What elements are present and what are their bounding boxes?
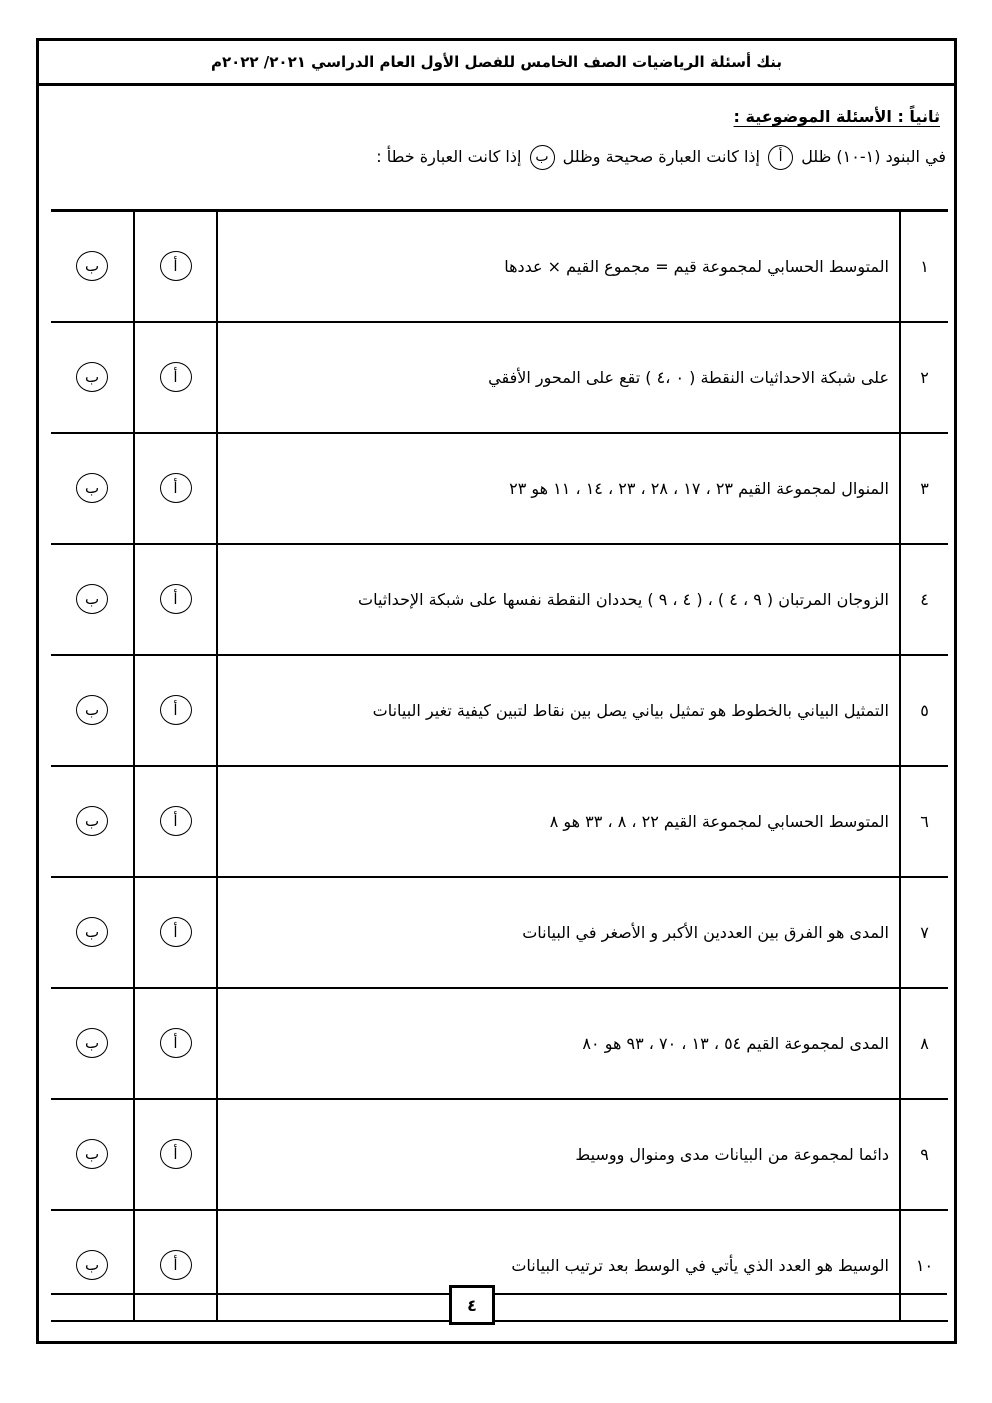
question-text: التمثيل البياني بالخطوط هو تمثيل بياني يصل بين نقاط لتبين كيفية تغير البيانات: [217, 655, 900, 766]
question-row: [51, 766, 948, 877]
question-number: ٨: [900, 988, 948, 1099]
instruction-circle-a: أ: [768, 145, 793, 170]
answer-bubble-a[interactable]: أ: [160, 1139, 192, 1169]
question-number: ٣: [900, 433, 948, 544]
question-text: الوسيط هو العدد الذي يأتي في الوسط بعد ترتيب البيانات: [217, 1210, 900, 1321]
answer-bubble-a[interactable]: أ: [160, 473, 192, 503]
question-text: دائما لمجموعة من البيانات مدى ومنوال ووسيط: [217, 1099, 900, 1210]
question-number: ٤: [900, 544, 948, 655]
answer-bubble-b[interactable]: ب: [76, 584, 108, 614]
question-row: [51, 1210, 948, 1321]
answer-bubble-b[interactable]: ب: [76, 806, 108, 836]
page-header: [39, 41, 954, 86]
option-cell-a: [134, 433, 217, 544]
questions-table: [51, 209, 948, 1322]
answer-bubble-b[interactable]: ب: [76, 1139, 108, 1169]
instructions: [246, 145, 946, 170]
section-title: ثانياً : الأسئلة الموضوعية :: [733, 107, 940, 126]
answer-bubble-b[interactable]: ب: [76, 695, 108, 725]
option-cell-b: [51, 211, 134, 322]
option-cell-a: [134, 1210, 217, 1321]
header-title: بنك أسئلة الرياضيات الصف الخامس للفصل الأول العام الدراسي ٢٠٢١/ ٢٠٢٢م: [210, 53, 783, 71]
option-cell-a: [134, 544, 217, 655]
question-number: ٩: [900, 1099, 948, 1210]
bottom-divider: [51, 1293, 947, 1295]
option-cell-a: [134, 988, 217, 1099]
question-number: ٥: [900, 655, 948, 766]
option-cell-a: [134, 322, 217, 433]
page-number-box: [449, 1285, 495, 1325]
question-number: ٢: [900, 322, 948, 433]
question-text: الزوجان المرتبان ( ٩ ، ٤ ) ، ( ٤ ، ٩ ) يحددان النقطة نفسها على شبكة الإحداثيات: [217, 544, 900, 655]
answer-bubble-a[interactable]: أ: [160, 1250, 192, 1280]
option-cell-b: [51, 1210, 134, 1321]
question-row: [51, 1099, 948, 1210]
question-row: [51, 544, 948, 655]
option-cell-a: [134, 655, 217, 766]
option-cell-b: [51, 433, 134, 544]
option-cell-b: [51, 655, 134, 766]
question-number: ٧: [900, 877, 948, 988]
option-cell-a: [134, 211, 217, 322]
option-cell-b: [51, 544, 134, 655]
question-row: [51, 433, 948, 544]
answer-bubble-b[interactable]: ب: [76, 473, 108, 503]
answer-bubble-a[interactable]: أ: [160, 584, 192, 614]
option-cell-a: [134, 877, 217, 988]
option-cell-b: [51, 877, 134, 988]
instruction-part3: إذا كانت العبارة خطأ :: [376, 147, 522, 166]
question-row: [51, 877, 948, 988]
answer-bubble-b[interactable]: ب: [76, 1028, 108, 1058]
answer-bubble-a[interactable]: أ: [160, 362, 192, 392]
question-row: [51, 322, 948, 433]
option-cell-b: [51, 766, 134, 877]
question-text: المدى لمجموعة القيم ٥٤ ، ١٣ ، ٧٠ ، ٩٣ هو ٨٠: [217, 988, 900, 1099]
answer-bubble-a[interactable]: أ: [160, 695, 192, 725]
question-row: [51, 655, 948, 766]
option-cell-a: [134, 1099, 217, 1210]
option-cell-b: [51, 322, 134, 433]
instruction-part1: في البنود (١-١٠) ظلل: [801, 147, 946, 166]
page-number: ٤: [467, 1295, 477, 1315]
question-number: ١: [900, 211, 948, 322]
option-cell-b: [51, 1099, 134, 1210]
answer-bubble-a[interactable]: أ: [160, 917, 192, 947]
answer-bubble-b[interactable]: ب: [76, 1250, 108, 1280]
option-cell-b: [51, 988, 134, 1099]
page-frame: [36, 38, 957, 1344]
question-text: المتوسط الحسابي لمجموعة قيم = مجموع القيم × عددها: [217, 211, 900, 322]
question-row: [51, 988, 948, 1099]
question-text: المتوسط الحسابي لمجموعة القيم ٢٢ ، ٨ ، ٣٣ هو ٨: [217, 766, 900, 877]
instruction-part2: إذا كانت العبارة صحيحة وظلل: [562, 147, 760, 166]
question-number: ٦: [900, 766, 948, 877]
instruction-circle-b: ب: [530, 145, 555, 170]
question-row: [51, 211, 948, 322]
answer-bubble-b[interactable]: ب: [76, 917, 108, 947]
question-text: على شبكة الاحداثيات النقطة ( ٠ ،٤ ) تقع على المحور الأفقي: [217, 322, 900, 433]
question-text: المنوال لمجموعة القيم ٢٣ ، ١٧ ، ٢٨ ، ٢٣ ، ١٤ ، ١١ هو ٢٣: [217, 433, 900, 544]
answer-bubble-b[interactable]: ب: [76, 251, 108, 281]
answer-bubble-a[interactable]: أ: [160, 806, 192, 836]
option-cell-a: [134, 766, 217, 877]
answer-bubble-a[interactable]: أ: [160, 251, 192, 281]
question-text: المدى هو الفرق بين العددين الأكبر و الأصغر في البيانات: [217, 877, 900, 988]
answer-bubble-a[interactable]: أ: [160, 1028, 192, 1058]
answer-bubble-b[interactable]: ب: [76, 362, 108, 392]
question-number: ١٠: [900, 1210, 948, 1321]
